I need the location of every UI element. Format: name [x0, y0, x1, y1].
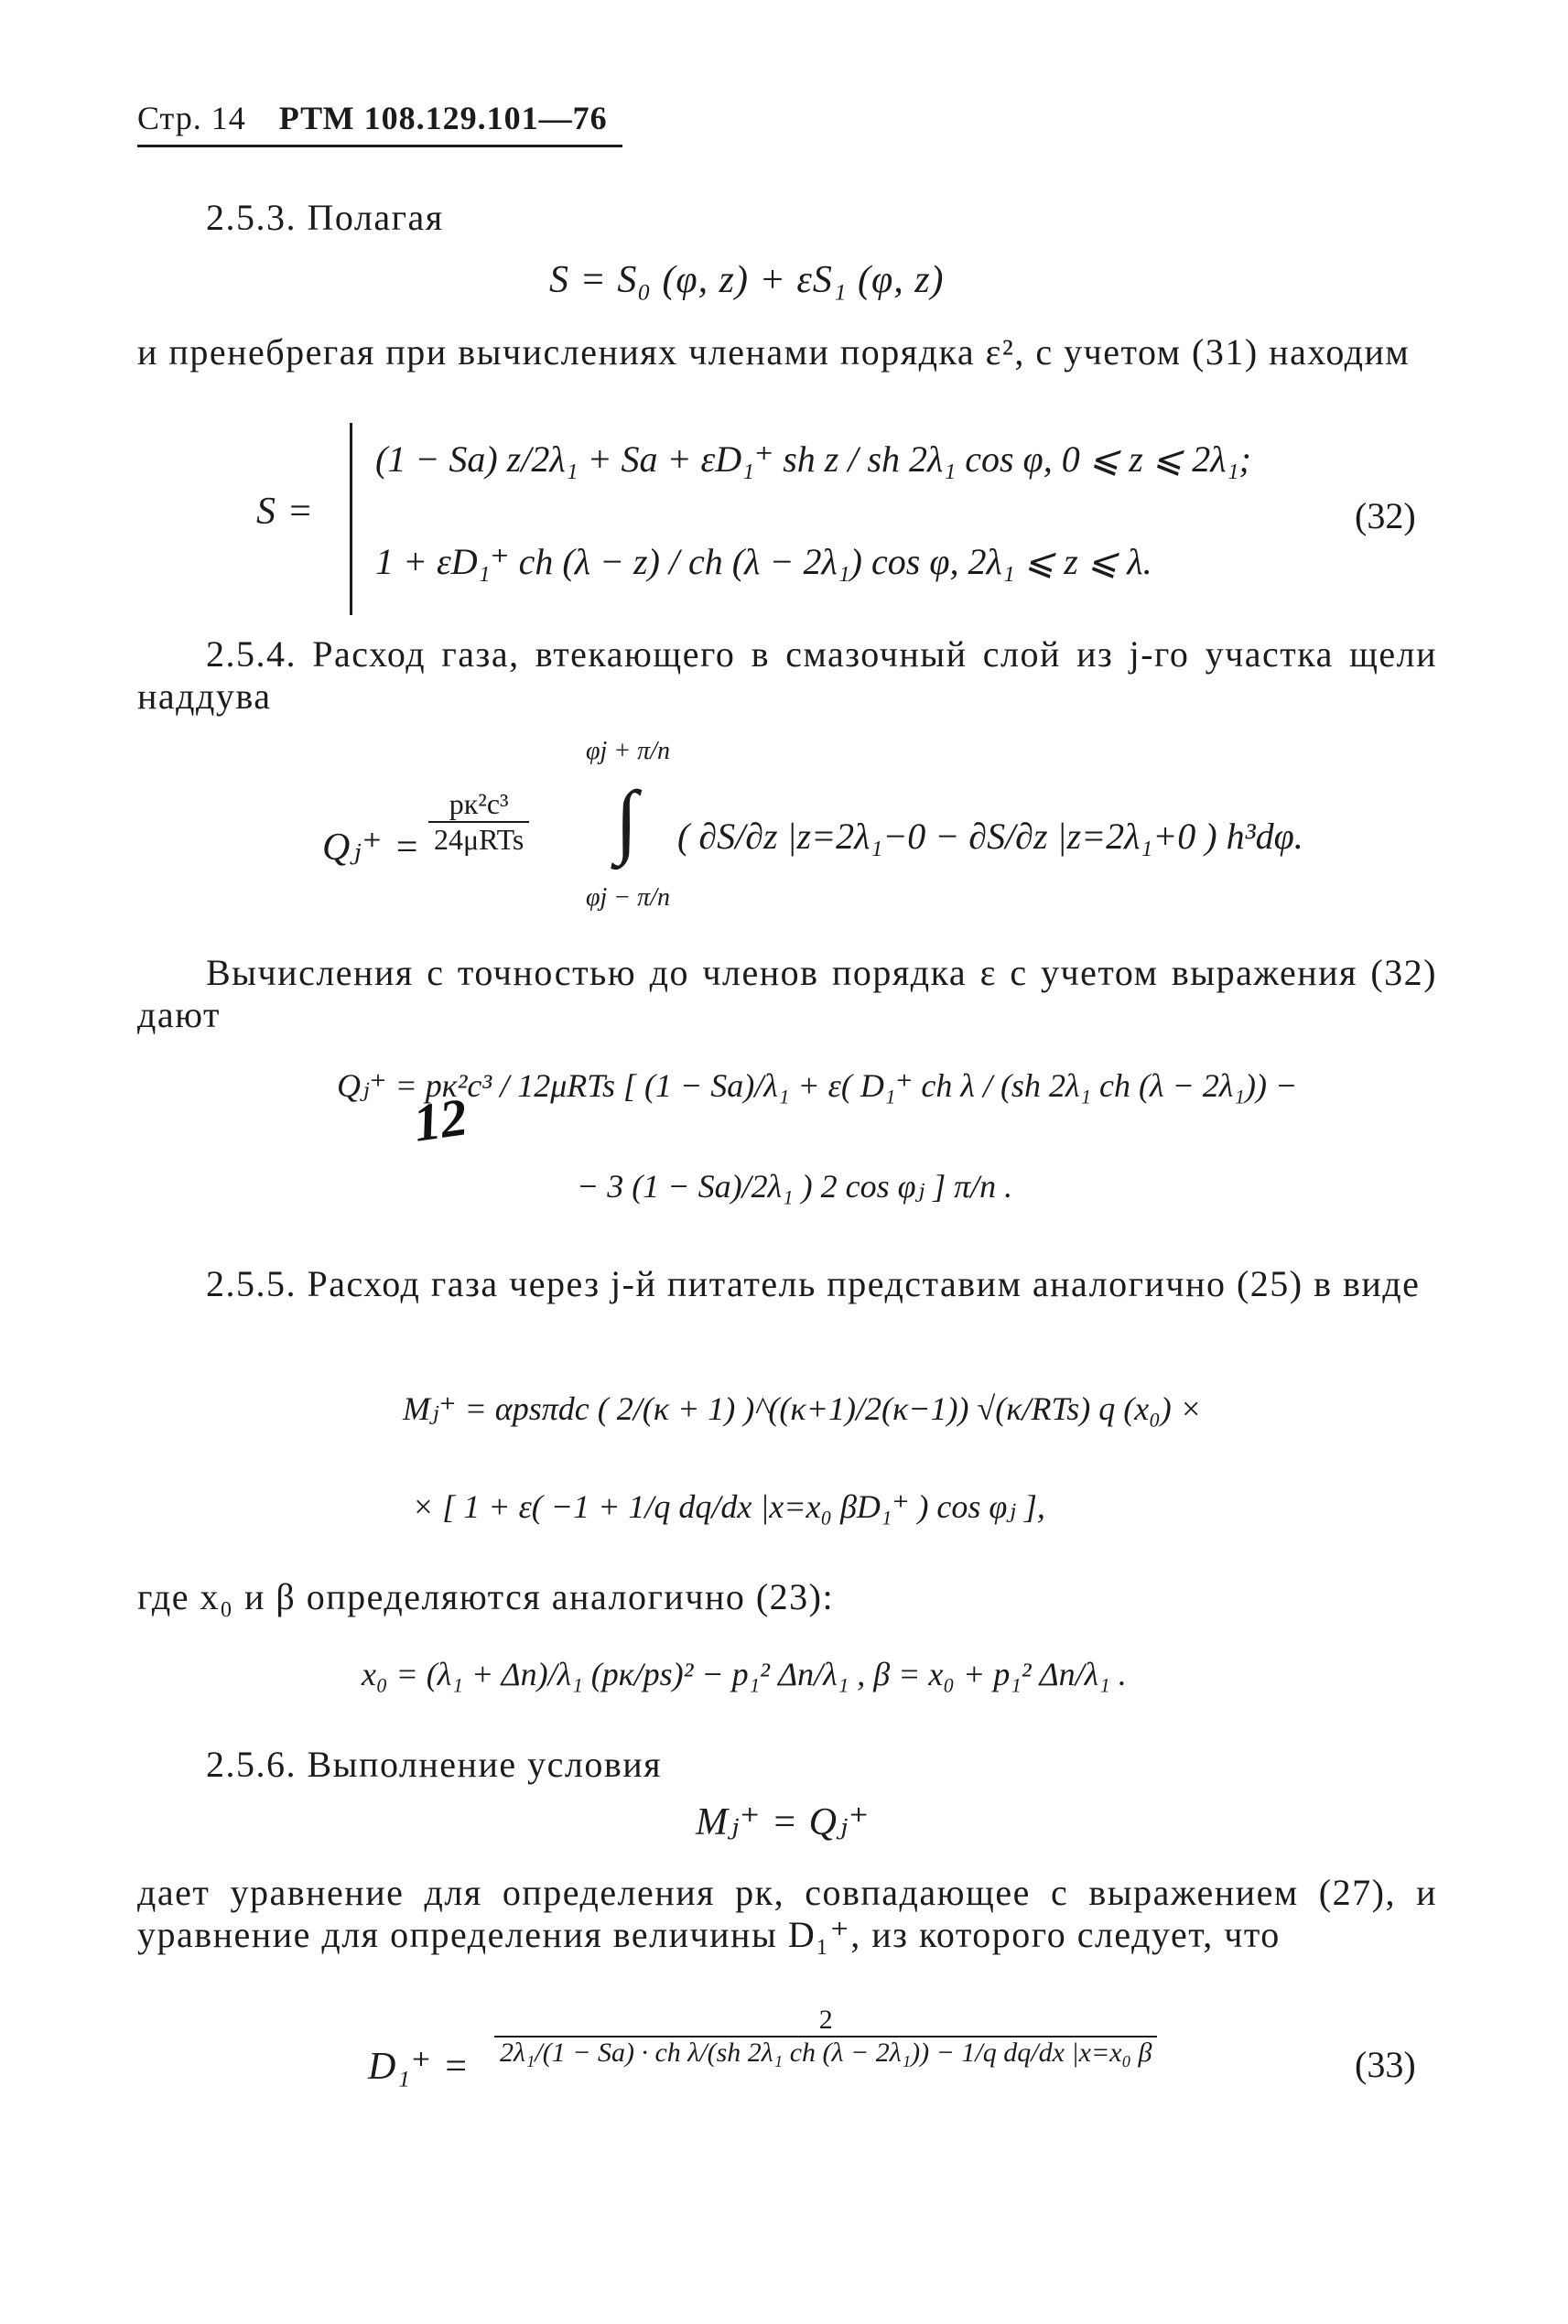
equation-32-lhs: S =: [256, 491, 314, 533]
equation-33-lhs: D₁⁺ =: [368, 2046, 470, 2088]
equation-m-equals-q: Mⱼ⁺ = Qⱼ⁺: [696, 1801, 871, 1843]
section-2-5-6-text: дает уравнение для определения pк, совпадающее с выражением (27), и уравнение для определения величины D₁⁺, из которого следует, что: [137, 1872, 1437, 1955]
section-2-5-3-heading: 2.5.3. Полагая: [206, 197, 444, 238]
document-code: РТМ 108.129.101—76: [278, 100, 608, 136]
equation-32-brace: [350, 423, 352, 615]
equation-number-33: (33): [1355, 2044, 1416, 2085]
equation-33-denominator: 2λ₁/(1 − Sа) · ch λ/(sh 2λ₁ ch (λ − 2λ₁)) − 1/q dq/dx |x=x₀ β: [500, 2038, 1152, 2068]
coefficient-denominator: 24μRTs: [434, 823, 524, 856]
equation-q-result-line-1: Qⱼ⁺ = pк²c³ / 12μRTs [ (1 − Sа)/λ₁ + ε( D₁⁺ ch λ / (sh 2λ₁ ch (λ − 2λ₁)) −: [337, 1067, 1298, 1104]
integral-sign: ∫: [615, 775, 638, 866]
section-2-5-6-heading: 2.5.6. Выполнение условия: [206, 1744, 663, 1785]
equation-33-fraction: [494, 2005, 1157, 2069]
equation-33-numerator: 2: [494, 2005, 1157, 2038]
equation-s-expansion: S = S₀ (φ, z) + εS₁ (φ, z): [549, 259, 945, 301]
page-number: Стр. 14: [137, 100, 246, 136]
coefficient-numerator: pк²c³: [428, 787, 529, 823]
coefficient-fraction: [428, 787, 529, 857]
equation-m-line-1: Mⱼ⁺ = αpsπdc ( 2/(κ + 1) )^((κ+1)/2(κ−1)) √(κ/RTs) q (x₀) ×: [403, 1390, 1202, 1427]
integrand: ( ∂S/∂z |z=2λ₁−0 − ∂S/∂z |z=2λ₁+0 ) h³dφ.: [677, 816, 1303, 857]
section-2-5-5-heading: 2.5.5. Расход газа через j-й питатель представим аналогично (25) в виде: [206, 1263, 1421, 1304]
section-2-5-4-heading: 2.5.4. Расход газа, втекающего в смазочный слой из j-го участка щели наддува: [137, 633, 1437, 717]
equation-q-lhs: Qⱼ⁺ =: [322, 827, 421, 869]
equation-x0-beta: x₀ = (λ₁ + Δn)/λ₁ (pк/ps)² − p₁² Δn/λ₁ , β = x₀ + p₁² Δn/λ₁ .: [362, 1656, 1127, 1692]
section-2-5-3-text: и пренебрегая при вычислениях членами порядка ε², с учетом (31) находим: [137, 331, 1411, 373]
integral-upper-limit: φj + π/n: [586, 737, 670, 765]
page-header: [137, 99, 622, 147]
equation-number-32: (32): [1355, 495, 1416, 536]
integral-lower-limit: φj − π/n: [586, 883, 670, 912]
section-2-5-4-text: Вычисления с точностью до членов порядка ε с учетом выражения (32) дают: [137, 952, 1437, 1035]
equation-32-case-1: (1 − Sа) z/2λ₁ + Sа + εD₁⁺ sh z / sh 2λ₁ cos φ, 0 ⩽ z ⩽ 2λ₁;: [375, 438, 1251, 480]
section-2-5-5-text: где x₀ и β определяются аналогично (23):: [137, 1576, 835, 1617]
handwritten-correction: 12: [409, 1086, 471, 1153]
equation-m-line-2: × [ 1 + ε( −1 + 1/q dq/dx |x=x₀ βD₁⁺ ) cos φⱼ ],: [412, 1488, 1045, 1525]
equation-32-case-2: 1 + εD₁⁺ ch (λ − z) / ch (λ − 2λ₁) cos φ, 2λ₁ ⩽ z ⩽ λ.: [375, 541, 1152, 582]
equation-q-result-line-2: − 3 (1 − Sа)/2λ₁ ) 2 cos φⱼ ] π/n .: [577, 1168, 1013, 1205]
